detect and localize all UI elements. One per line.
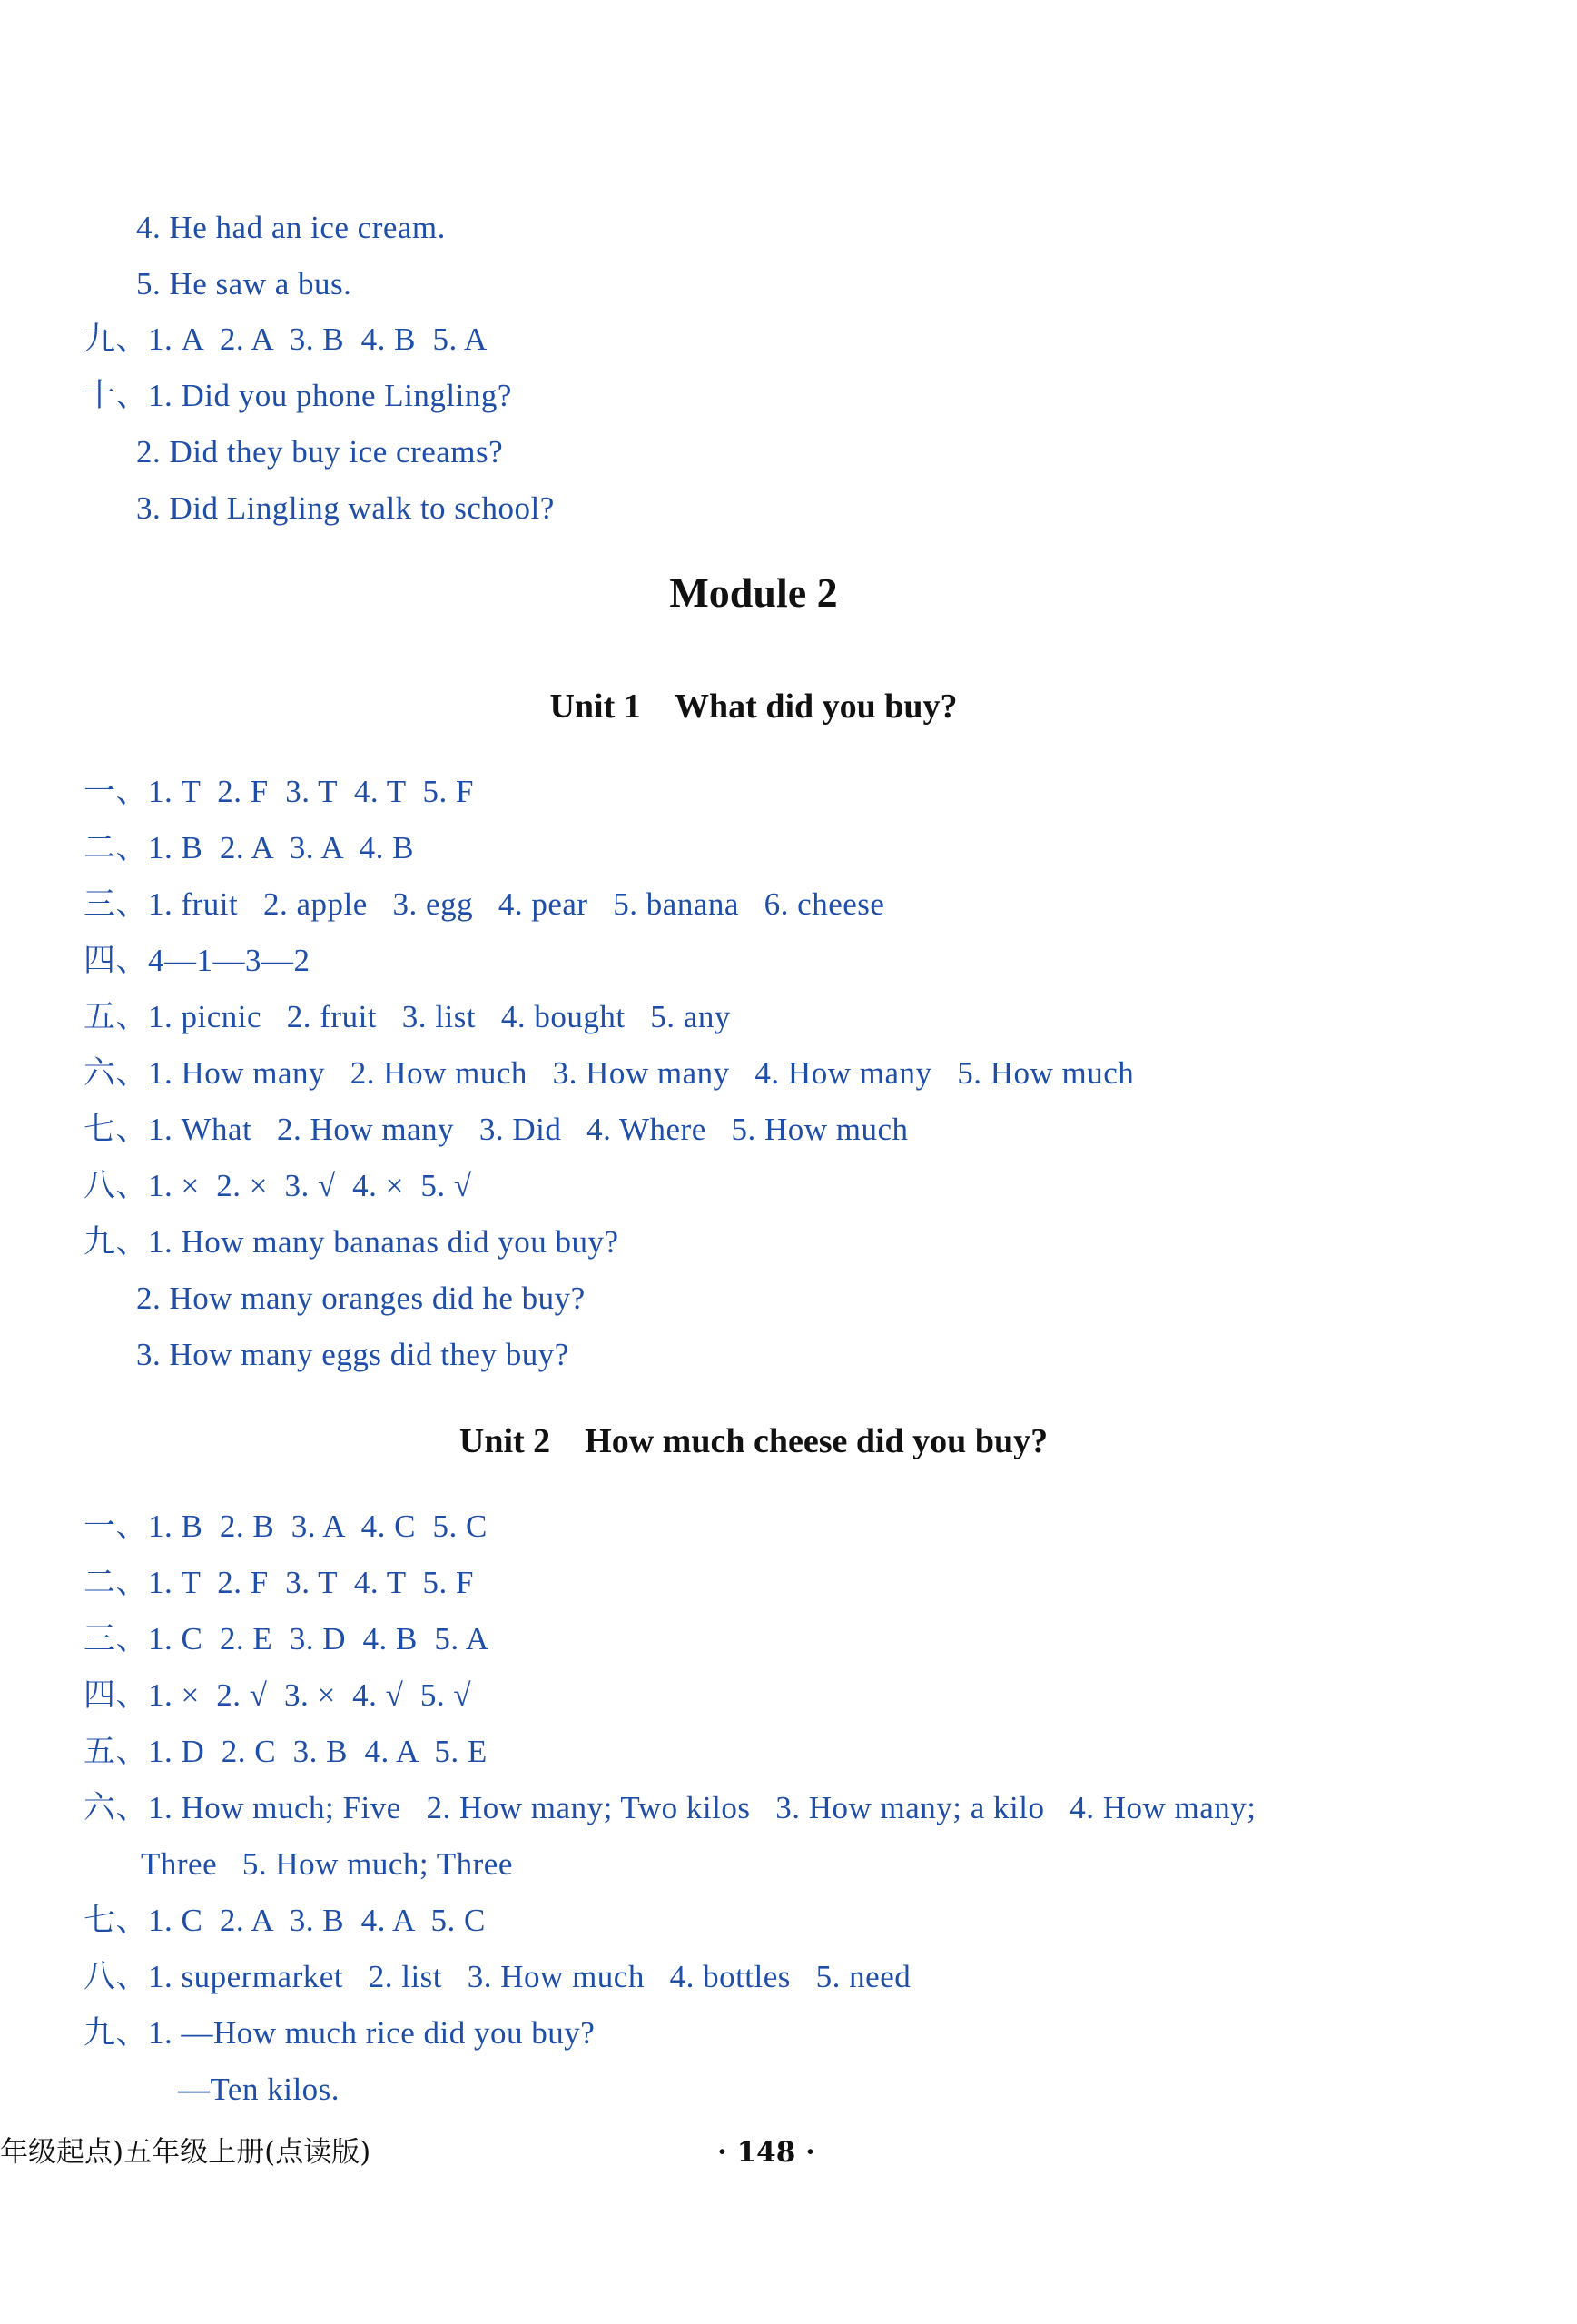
unit-2-title: Unit 2 How much cheese did you buy? [458, 1422, 1049, 1460]
answer-line: 五、1. picnic 2. fruit 3. list 4. bought 5. any [84, 999, 731, 1034]
page-number: · 148 · [717, 2136, 815, 2169]
answer-line: 三、1. C 2. E 3. D 4. B 5. A [84, 1621, 489, 1656]
answer-line: 七、1. What 2. How many 3. Did 4. Where 5. How much [84, 1112, 909, 1147]
answer-line: 3. How many eggs did they buy? [136, 1337, 569, 1372]
answer-line: 2. Did they buy ice creams? [136, 434, 504, 470]
answer-line: 十、1. Did you phone Lingling? [84, 378, 512, 413]
answer-line: —Ten kilos. [178, 2072, 340, 2107]
unit-1-title: Unit 1 What did you buy? [549, 687, 958, 726]
answer-line: 六、1. How much; Five 2. How many; Two kilos 3. How many; a kilo 4. How many; [84, 1790, 1257, 1825]
answer-line: 2. How many oranges did he buy? [136, 1281, 586, 1316]
footer-book-title: 年级起点)五年级上册(点读版) [0, 2136, 371, 2169]
answer-line: 八、1. × 2. × 3. √ 4. × 5. √ [84, 1168, 472, 1203]
answer-line: 一、1. B 2. B 3. A 4. C 5. C [84, 1508, 488, 1544]
answer-line: Three 5. How much; Three [141, 1846, 513, 1882]
answer-line: 六、1. How many 2. How much 3. How many 4. How many 5. How much [84, 1055, 1135, 1091]
answer-line: 3. Did Lingling walk to school? [136, 490, 555, 526]
answer-line: 四、1. × 2. √ 3. × 4. √ 5. √ [84, 1677, 472, 1713]
answer-line: 九、1. How many bananas did you buy? [84, 1224, 619, 1260]
answer-line: 九、1. —How much rice did you buy? [84, 2015, 596, 2051]
answer-line: 三、1. fruit 2. apple 3. egg 4. pear 5. banana 6. cheese [84, 886, 885, 922]
answer-line: 二、1. B 2. A 3. A 4. B [84, 830, 415, 865]
answer-line: 八、1. supermarket 2. list 3. How much 4. bottles 5. need [84, 1959, 912, 1994]
answer-line: 五、1. D 2. C 3. B 4. A 5. E [84, 1734, 488, 1769]
answer-line: 二、1. T 2. F 3. T 4. T 5. F [84, 1565, 474, 1600]
answer-line: 七、1. C 2. A 3. B 4. A 5. C [84, 1903, 486, 1938]
answer-line: 四、4—1—3—2 [84, 943, 310, 978]
answer-line: 九、1. A 2. A 3. B 4. B 5. A [84, 321, 488, 357]
answer-line: 5. He saw a bus. [136, 266, 352, 302]
module-title: Module 2 [669, 569, 838, 616]
answer-line: 4. He had an ice cream. [136, 210, 446, 245]
answer-line: 一、1. T 2. F 3. T 4. T 5. F [84, 774, 474, 809]
